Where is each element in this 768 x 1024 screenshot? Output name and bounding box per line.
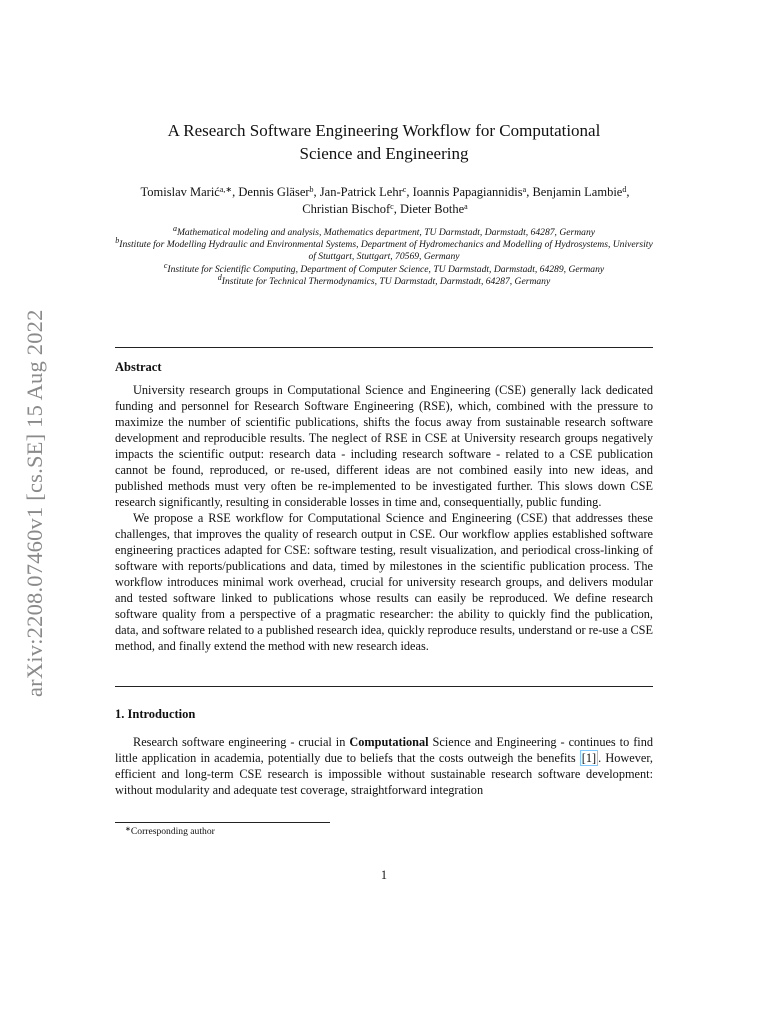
affiliation-text: Institute for Scientific Computing, Department of Computer Science, TU Darmstadt, Darmstadt, 64289, Germany bbox=[167, 263, 605, 275]
abstract-paragraph-2: We propose a RSE workflow for Computational Science and Engineering (CSE) that addresses these challenges, that improves the quality of research output in CSE. Our workflow applies established software engineering practices adapted for CSE: software testing, result visualization, and periodical cross-linking of software with reports/publications and data, timed by milestones in the scientific publication process. The workflow introduces minimal work overhead, crucial for university research groups, and delivers modular and tested software linked to publications whose results can easily be reproduced. We define research software quality from a perspective of a pragmatic researcher: the ability to quickly find the publication, data, and software related to a published research idea, quickly reproduce results, understand or re-use a CSE method, and finally extend the method with new research ideas. bbox=[115, 511, 653, 653]
affiliation-text: Institute for Technical Thermodynamics, TU Darmstadt, Darmstadt, 64287, Germany bbox=[221, 275, 551, 287]
author-name: Tomislav Marić bbox=[140, 185, 220, 199]
author-name: Dieter Bothe bbox=[399, 201, 465, 216]
footnote bbox=[125, 825, 215, 837]
author-separator: , bbox=[526, 185, 533, 199]
author-separator: , bbox=[393, 201, 400, 216]
abstract-heading: Abstract bbox=[115, 360, 162, 374]
affiliation bbox=[112, 260, 656, 276]
footnote-mark: ∗ bbox=[125, 825, 131, 833]
author-affiliation-mark: b bbox=[309, 185, 314, 194]
intro-text-1: Research software engineering - crucial in bbox=[133, 735, 350, 749]
intro-text-2: Science and Engineering - continues to find little application in academia, potentially due to beliefs that the costs outweigh the benefits bbox=[115, 735, 653, 765]
arxiv-id: arXiv:2208.07460v1 [cs.SE] 15 Aug 2022 bbox=[22, 309, 47, 697]
abstract-bottom-rule bbox=[115, 686, 653, 687]
intro-text-3: . However, efficient and long-term CSE research is impossible without sustainable research software development: without modularity and adequate test coverage, straightforward integration bbox=[115, 751, 653, 797]
author-affiliation-mark: a bbox=[522, 185, 527, 194]
author-name: Christian Bischof bbox=[302, 201, 391, 216]
title-line-1: A Research Software Engineering Workflow for Computational bbox=[167, 121, 601, 140]
section-heading-introduction: 1. Introduction bbox=[115, 707, 196, 721]
citation-link[interactable]: [1] bbox=[581, 751, 597, 765]
footnote-text: Corresponding author bbox=[130, 826, 215, 837]
author-list bbox=[130, 184, 640, 217]
author bbox=[302, 202, 400, 216]
author-name: Jan-Patrick Lehr bbox=[319, 185, 403, 199]
author-separator: , bbox=[313, 185, 320, 199]
author bbox=[400, 202, 468, 216]
affiliation bbox=[112, 272, 656, 288]
author-affiliation-mark: c bbox=[402, 185, 407, 194]
author-affiliation-mark: a bbox=[464, 201, 468, 211]
affiliation-mark: c bbox=[163, 260, 168, 270]
affiliation-mark: a bbox=[172, 224, 177, 233]
author bbox=[320, 185, 413, 199]
affiliation-list bbox=[112, 224, 656, 288]
author bbox=[141, 185, 239, 199]
author-name: Benjamin Lambie bbox=[532, 185, 623, 199]
abstract-body bbox=[115, 382, 653, 654]
paper-title bbox=[115, 119, 653, 165]
author-affiliation-mark: c bbox=[390, 201, 394, 211]
author-affiliation-mark: a,∗ bbox=[219, 185, 233, 194]
intro-bold-term: Computational bbox=[349, 735, 429, 749]
affiliation bbox=[112, 224, 656, 239]
author-separator: , bbox=[232, 185, 239, 199]
page-number: 1 bbox=[380, 868, 388, 882]
abstract-paragraph-1: University research groups in Computational Science and Engineering (CSE) generally lack dedicated funding and personnel for Research Software Engineering (RSE), which, combined with the pressure to maximize the number of scientific publications, shifts the focus away from sustainable research software development and reproducible results. The neglect of RSE in CSE at University research groups negatively impacts the scientific output: research data - including research software - related to a CSE publication cannot be found, reproduced, or re-used, different ideas are not combined easily into new ideas, and published methods must very often be re-implemented to be investigated further. This slows down CSE research significantly, resulting in considerable losses in time and, consequentially, public funding. bbox=[115, 383, 653, 509]
affiliation-mark: b bbox=[115, 236, 120, 246]
intro-paragraph bbox=[115, 734, 653, 798]
footnote-rule bbox=[115, 822, 330, 823]
author-separator: , bbox=[406, 185, 413, 199]
author-name: Dennis Gläser bbox=[238, 185, 310, 199]
abstract-top-rule bbox=[115, 347, 653, 348]
affiliation-text: Mathematical modeling and analysis, Mathematics department, TU Darmstadt, Darmstadt, 64287, Germany bbox=[176, 227, 596, 238]
introduction-body bbox=[115, 734, 653, 798]
author bbox=[238, 185, 319, 199]
author-name: Ioannis Papagiannidis bbox=[412, 185, 523, 199]
affiliation-text: Institute for Modelling Hydraulic and Environmental Systems, Department of Hydromechanics and Modelling of Hydrosystems, University of Stuttgart, Stuttgart, 70569, Germany bbox=[119, 239, 653, 263]
author-affiliation-mark: d bbox=[622, 185, 627, 194]
author bbox=[413, 185, 533, 199]
affiliation bbox=[112, 236, 656, 263]
author-separator: , bbox=[626, 185, 630, 199]
author bbox=[532, 185, 629, 199]
affiliation-mark: d bbox=[217, 272, 222, 282]
title-line-2: Science and Engineering bbox=[299, 144, 469, 163]
